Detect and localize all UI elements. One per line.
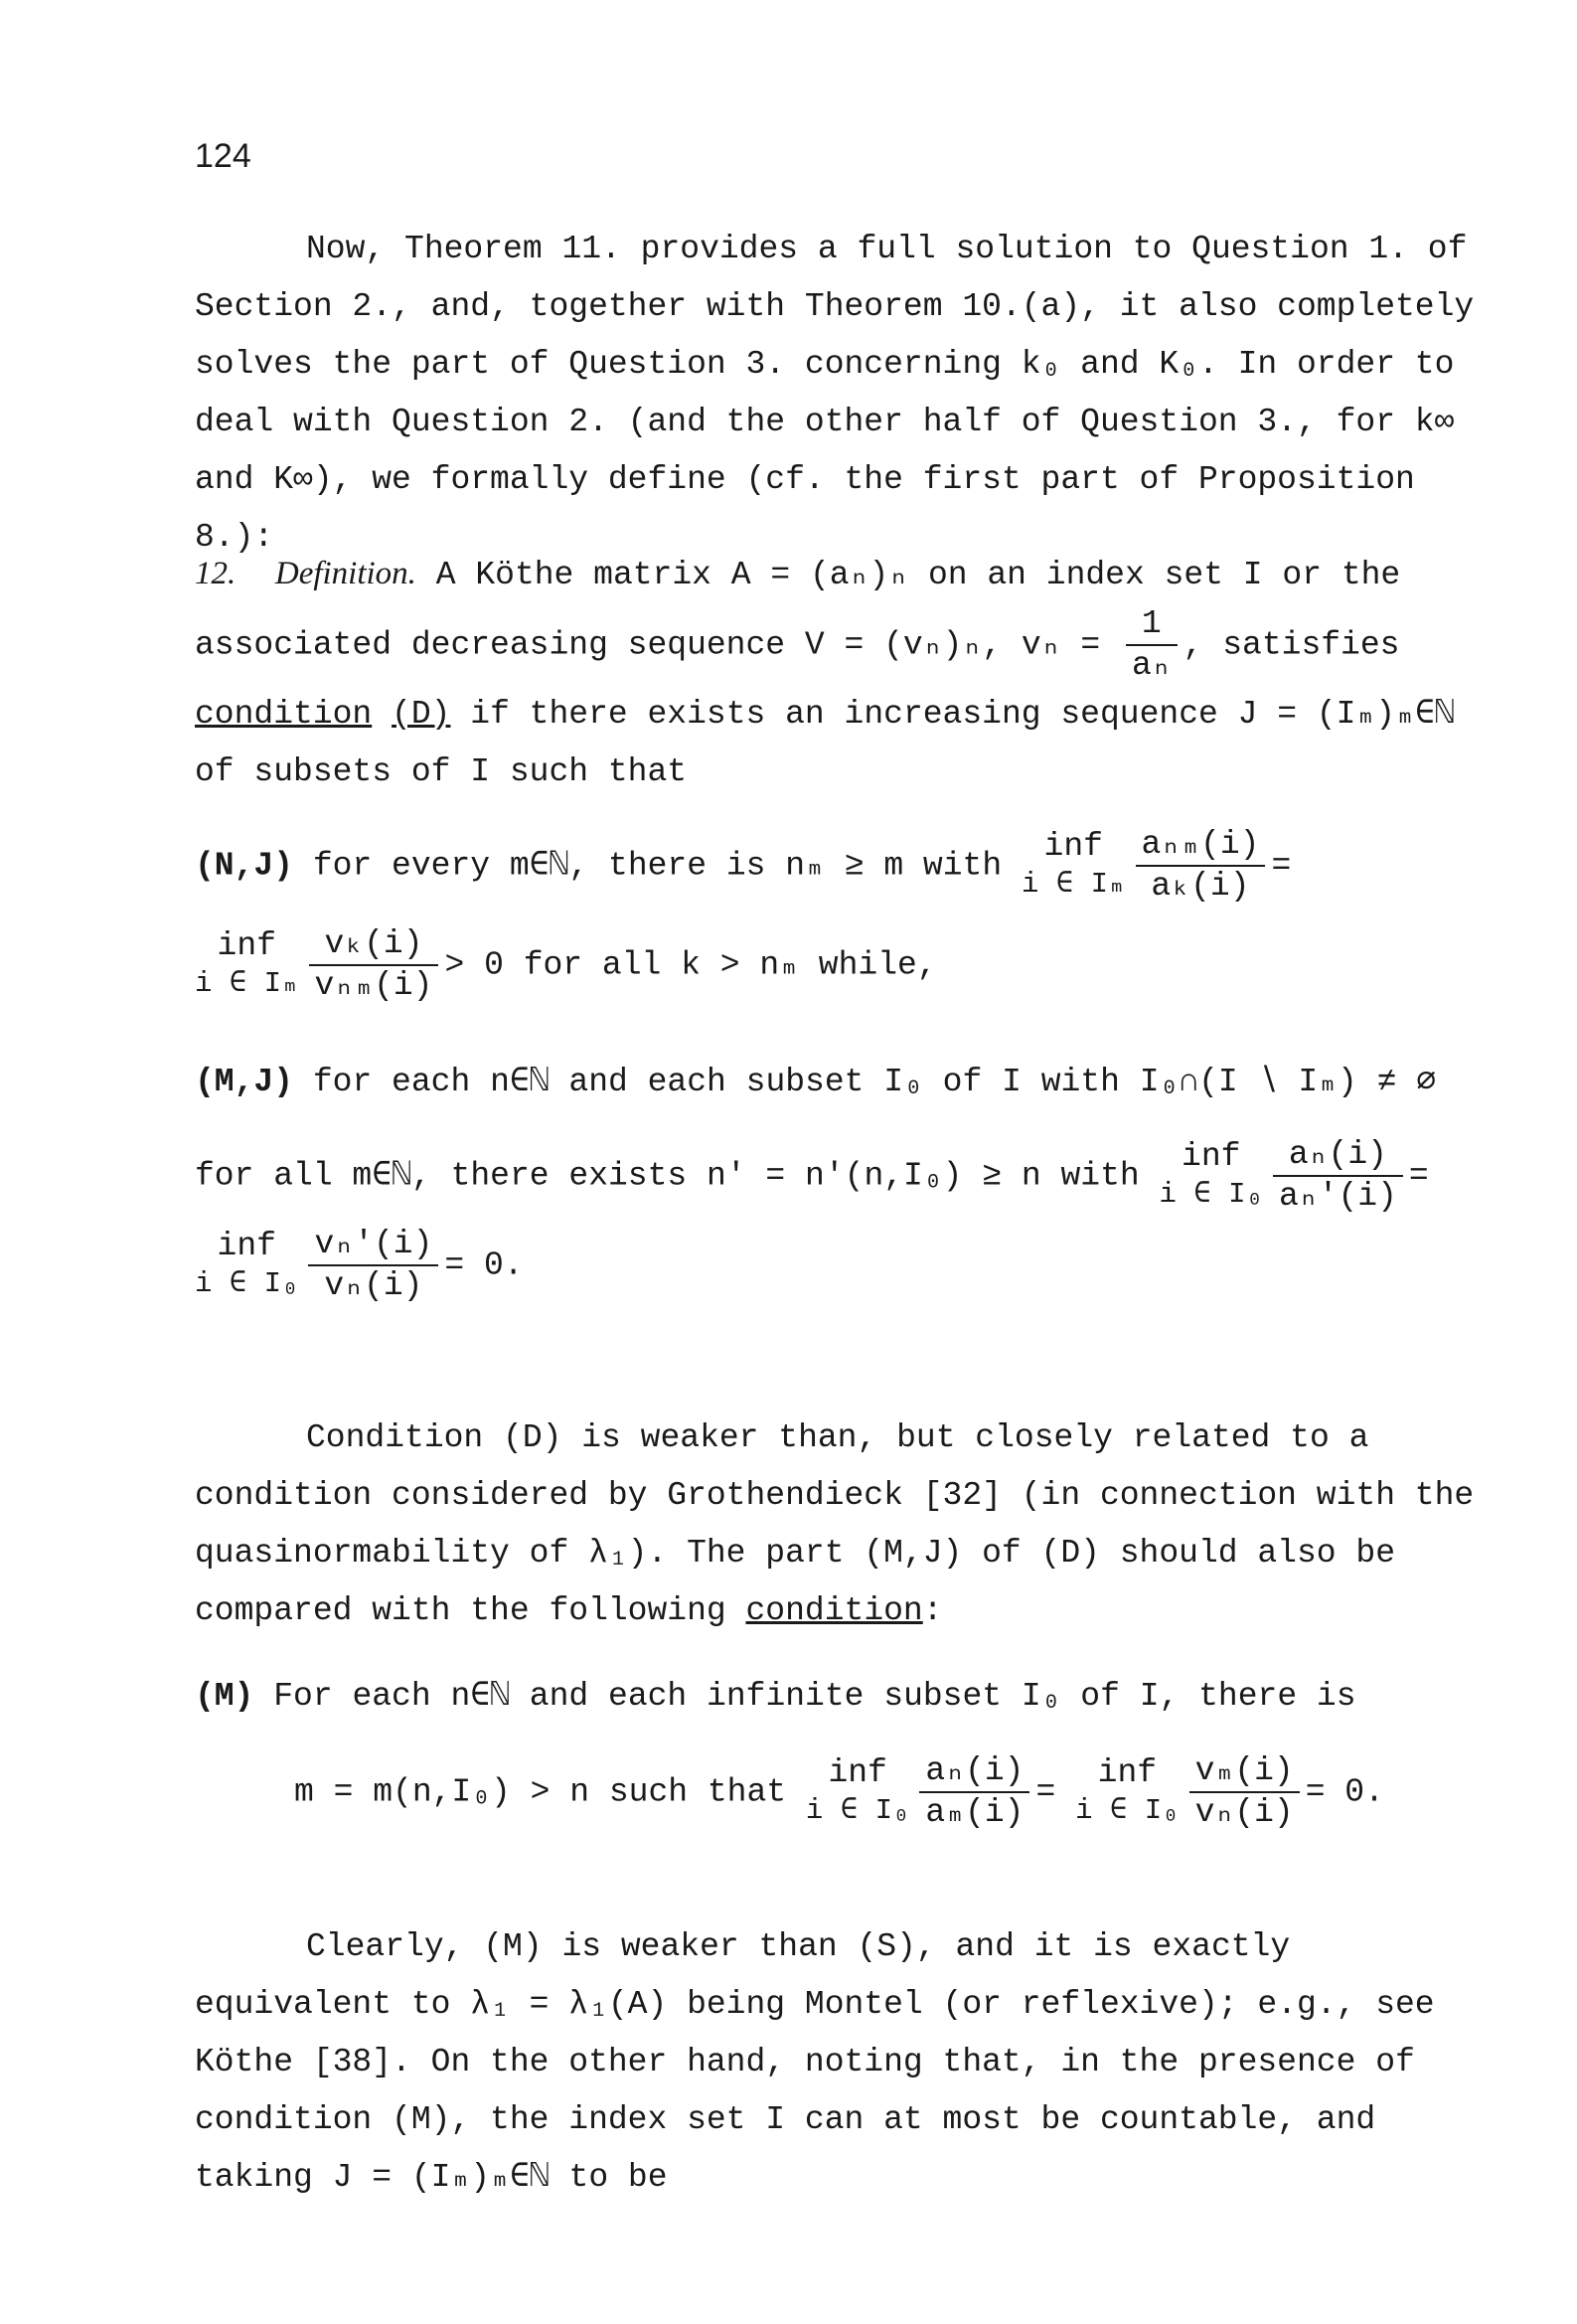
condition-mj-fraction-2 — [308, 1225, 438, 1306]
inf-operator: inf — [828, 1754, 887, 1791]
equation-tail: = 0. — [444, 1246, 524, 1284]
definition-condition-word: condition — [195, 696, 373, 733]
condition-mj-inf-2 — [195, 1228, 298, 1303]
definition-condition-label: (D) — [392, 696, 451, 733]
paragraph-condition-d-colon: : — [922, 1592, 943, 1629]
paragraph-condition-d-underlined: condition — [745, 1592, 923, 1629]
condition-nj-inf-1 — [1022, 828, 1126, 904]
condition-m-text-1: For each n∈ℕ and each infinite subset I₀ of I, there is — [273, 1678, 1356, 1715]
inf-operator: inf — [1097, 1754, 1158, 1791]
condition-nj-inf-2 — [195, 927, 299, 1003]
inf-operator: inf — [1043, 828, 1103, 865]
inf-subscript: i ∈ I₀ — [195, 1267, 299, 1300]
fraction-denominator: vₙ(i) — [324, 1267, 423, 1304]
definition-text-2: , satisfies — [1183, 626, 1420, 664]
definition-text-1: A Köthe matrix A = (aₙ)ₙ on an index set I or the associated decreasing sequence V = (vₙ)ₙ, vₙ = — [195, 557, 1421, 664]
equals-sign: = — [1408, 1157, 1429, 1195]
condition-mj-label: (M,J) — [195, 1064, 294, 1100]
fraction-numerator: vₖ(i) — [309, 924, 439, 966]
paragraph-condition-d — [195, 1410, 1495, 1640]
fraction-denominator: vₙₘ(i) — [314, 967, 433, 1004]
paragraph-intro: Now, Theorem 11. provides a full solution to Question 1. of Section 2., and, together with Theorem 10.(a), it also completely solves the part of Question 3. concerning k₀ and K₀. In order to deal with Question 2. (and the other half of Question 3., for k∞ and K∞), we formally define (cf. the first part of Proposition 8.): — [195, 231, 1495, 556]
condition-m — [195, 1668, 1487, 1887]
condition-nj-text-2: > 0 for all k > nₘ while, — [444, 946, 937, 984]
inf-subscript: i ∈ I₀ — [1159, 1178, 1263, 1211]
fraction-numerator: aₙ(i) — [1273, 1135, 1403, 1177]
fraction-numerator: aₙₘ(i) — [1136, 825, 1266, 867]
condition-m-fraction-1 — [919, 1751, 1029, 1833]
inf-operator: inf — [217, 1228, 276, 1264]
condition-m-text-2: m = m(n,I₀) > n such that — [294, 1773, 787, 1811]
inf-subscript: i ∈ I₀ — [1075, 1794, 1180, 1827]
condition-mj-text-2: for all m∈ℕ, there exists n' = n'(n,I₀) ≥ n with — [195, 1157, 1140, 1195]
condition-m-inf-2 — [1075, 1754, 1179, 1830]
equals-sign: = — [1035, 1773, 1056, 1811]
condition-nj — [195, 815, 1487, 1024]
fraction-numerator: vₙ'(i) — [308, 1225, 438, 1266]
equals-sign: = — [1271, 847, 1292, 885]
condition-m-inf-1 — [806, 1754, 909, 1830]
condition-m-fraction-2 — [1189, 1751, 1300, 1833]
inf-operator: inf — [1182, 1138, 1241, 1175]
paragraph-clearly: Clearly, (M) is weaker than (S), and it is exactly equivalent to λ₁ = λ₁(A) being Montel (or reflexive); e.g., see Köthe [38]. On the other hand, noting that, in the presence of condition (M), the index set I can at most be countable, and taking J = (Iₘ)ₘ∈ℕ to be — [195, 1928, 1455, 2196]
equation-tail: = 0. — [1305, 1773, 1384, 1811]
condition-mj-inf-1 — [1160, 1138, 1263, 1214]
fraction-denominator: aₙ'(i) — [1278, 1178, 1397, 1215]
condition-nj-text-1: for every m∈ℕ, there is nₘ ≥ m with — [312, 847, 1003, 885]
condition-mj-text-1: for each n∈ℕ and each subset I₀ of I with I₀∩(I ∖ Iₘ) ≠ ∅ — [312, 1064, 1437, 1100]
page-number: 124 — [195, 137, 251, 175]
fraction-denominator: vₙ(i) — [1194, 1794, 1294, 1831]
inf-subscript: i ∈ Iₘ — [1021, 868, 1126, 901]
inf-operator: inf — [217, 927, 276, 964]
fraction-numerator: vₘ(i) — [1189, 1751, 1300, 1793]
definition-text-3: if there exists an increasing sequence J = (Iₘ)ₘ∈ℕ of subsets of I such that — [195, 696, 1475, 790]
condition-nj-fraction-1 — [1136, 825, 1266, 907]
condition-mj — [195, 1054, 1487, 1302]
definition-number: 12. — [195, 556, 237, 591]
definition-12 — [195, 545, 1487, 801]
condition-mj-fraction-1 — [1273, 1135, 1403, 1217]
condition-nj-fraction-2 — [309, 924, 439, 1006]
condition-nj-label: (N,J) — [195, 847, 294, 885]
paragraph-condition-d-text: Condition (D) is weaker than, but closely related to a condition considered by Grothendieck [32] (in connection with the quasinormability of λ₁). The part (M,J) of (D) should also be compared with the following — [195, 1419, 1495, 1629]
condition-m-label: (M) — [195, 1678, 254, 1715]
fraction-denominator: aₖ(i) — [1151, 868, 1250, 905]
definition-fraction-denominator: aₙ — [1131, 647, 1172, 684]
definition-fraction-numerator: 1 — [1126, 604, 1178, 646]
inf-subscript: i ∈ Iₘ — [195, 967, 299, 1000]
definition-title: Definition. — [274, 556, 416, 591]
fraction-numerator: aₙ(i) — [919, 1751, 1029, 1793]
definition-fraction — [1126, 604, 1178, 686]
fraction-denominator: aₘ(i) — [925, 1794, 1025, 1831]
inf-subscript: i ∈ I₀ — [805, 1794, 910, 1827]
